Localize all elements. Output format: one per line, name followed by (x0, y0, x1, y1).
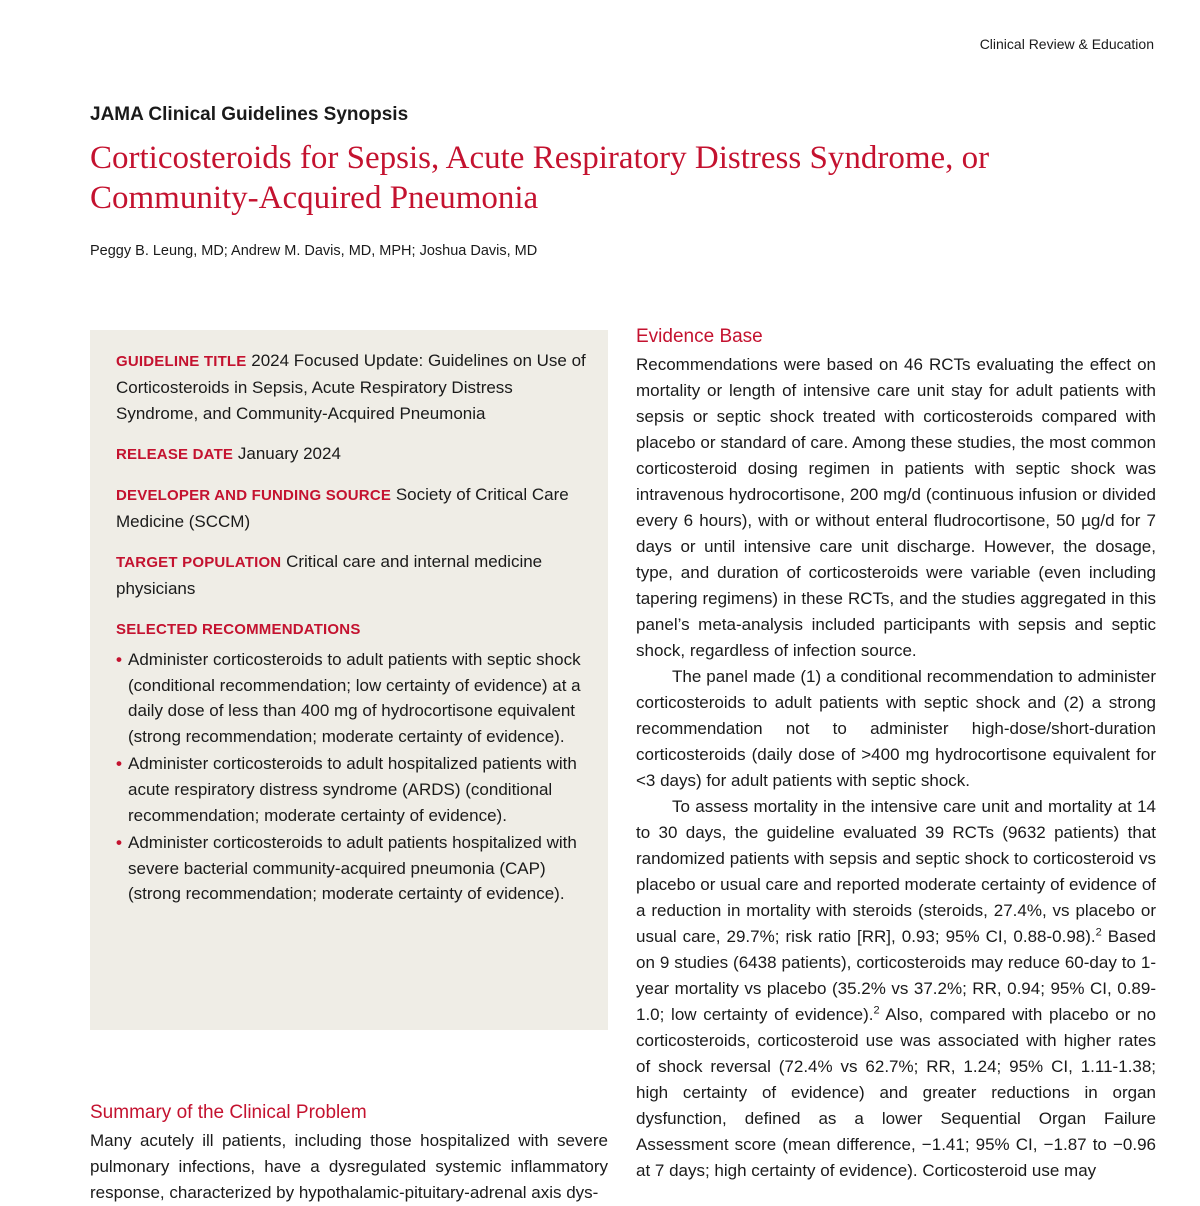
list-item (116, 751, 588, 828)
evidence-body (636, 352, 1156, 1184)
evidence-text-segment: Based on 9 studies (6438 patients), corticosteroids may reduce 60-day to 1-year mortality vs placebo (35.2% vs 37.2%; RR, 0.94; 95% CI, 0.89-1.0; low certainty of evidence). (636, 927, 1156, 1024)
recommendation-text: Administer corticosteroids to adult hospitalized patients with acute respiratory distress syndrome (ARDS) (conditional recommendation; moderate certainty of evidence). (128, 754, 577, 825)
evidence-text-segment: To assess mortality in the intensive care unit and mortality at 14 to 30 days, the guideline evaluated 39 RCTs (9632 patients) that randomized patients with sepsis and septic shock to corticosteroid vs placebo or usual care and reported moderate certainty of evidence of a reduction in mortality with steroids (steroids, 27.4%, vs placebo or usual care, 29.7%; risk ratio [RR], 0.93; 95% CI, 0.88-0.98). (636, 797, 1156, 946)
population-entry (116, 549, 588, 602)
evidence-paragraph-1: Recommendations were based on 46 RCTs evaluating the effect on mortality or length of intensive care unit stay for adult patients with sepsis or septic shock treated with corticosteroids compared with placebo or standard of care. Among these studies, the most common corticosteroid dosing regimen in patients with septic shock was intravenous hydrocortisone, 200 mg/d (continuous infusion or divided every 6 hours), with or without enteral fludrocortisone, 50 µg/d for 7 days or until intensive care unit discharge. However, the dosage, type, and duration of corticosteroids were variable (even including tapering regimens) in these RCTs, and the studies aggregated in this panel’s meta-analysis included participants with sepsis and septic shock, regardless of infection source. (636, 355, 1156, 660)
reference-superscript: 2 (873, 1004, 880, 1017)
population-label: TARGET POPULATION (116, 554, 282, 571)
section-label: Clinical Review & Education (979, 36, 1154, 52)
evidence-paragraph-3 (636, 794, 1156, 1184)
release-date-value: January 2024 (237, 444, 341, 463)
evidence-paragraph-2: The panel made (1) a conditional recommendation to administer corticosteroids to adult patients with septic shock and (2) a strong recommendation not to administer high-dose/short-duration corticosteroids (daily dose of >400 mg hydrocortisone equivalent for <3 days) for adult patients with septic shock. (636, 667, 1156, 790)
guideline-title-label: GUIDELINE TITLE (116, 353, 247, 370)
release-date-entry (116, 441, 588, 468)
evidence-heading: Evidence Base (636, 326, 763, 347)
evidence-text-segment: Also, compared with placebo or no corticosteroids, corticosteroid use was associated with higher rates of shock reversal (72.4% vs 62.7%; RR, 1.24; 95% CI, 1.11-1.38; high certainty of evidence) and greater reductions in organ dysfunction, defined as a lower Sequential Organ Failure Assessment score (mean difference, −1.41; 95% CI, −1.87 to −0.96 at 7 days; high certainty of evidence). Corticosteroid use may (636, 1005, 1156, 1180)
recommendations-list (116, 647, 588, 907)
population-value: Critical care and internal medicine physicians (116, 552, 543, 598)
bullet-icon: • (116, 650, 122, 669)
bullet-icon: • (116, 754, 122, 774)
guideline-summary-box (90, 330, 608, 1030)
bullet-icon: • (116, 833, 122, 853)
recommendations-label: SELECTED RECOMMENDATIONS (116, 621, 361, 638)
article-title: Corticosteroids for Sepsis, Acute Respiratory Distress Syndrome, or Community-Acquired Pneumonia (90, 140, 990, 216)
summary-body (90, 1128, 608, 1206)
series-title: JAMA Clinical Guidelines Synopsis (90, 104, 409, 125)
guideline-title-value: 2024 Focused Update: Guidelines on Use of Corticosteroids in Sepsis, Acute Respiratory Distress Syndrome, and Community-Acquired Pneumonia (116, 351, 586, 423)
list-item (116, 830, 588, 907)
developer-value: Society of Critical Care Medicine (SCCM) (116, 485, 569, 531)
guideline-title-entry (116, 348, 588, 427)
developer-entry (116, 482, 588, 535)
recommendation-text: Administer corticosteroids to adult patients with septic shock (conditional recommendation; low certainty of evidence) at a daily dose of less than 400 mg of hydrocortisone equivalent (strong recommendation; moderate certainty of evidence). (128, 650, 581, 746)
author-list: Peggy B. Leung, MD; Andrew M. Davis, MD, MPH; Joshua Davis, MD (90, 243, 538, 259)
release-date-label: RELEASE DATE (116, 446, 234, 463)
developer-label: DEVELOPER AND FUNDING SOURCE (116, 487, 392, 504)
summary-heading: Summary of the Clinical Problem (90, 1102, 367, 1123)
recommendation-text: Administer corticosteroids to adult patients hospitalized with severe bacterial community-acquired pneumonia (CAP) (strong recommendation; moderate certainty of evidence). (128, 833, 577, 904)
recommendations-heading-entry (116, 616, 588, 643)
list-item (116, 647, 588, 749)
reference-superscript: 2 (1095, 926, 1102, 939)
summary-paragraph: Many acutely ill patients, including those hospitalized with severe pulmonary infections, have a dysregulated systemic inflammatory response, characterized by hypothalamic-pituitary-adrenal axis dys- (90, 1131, 608, 1202)
